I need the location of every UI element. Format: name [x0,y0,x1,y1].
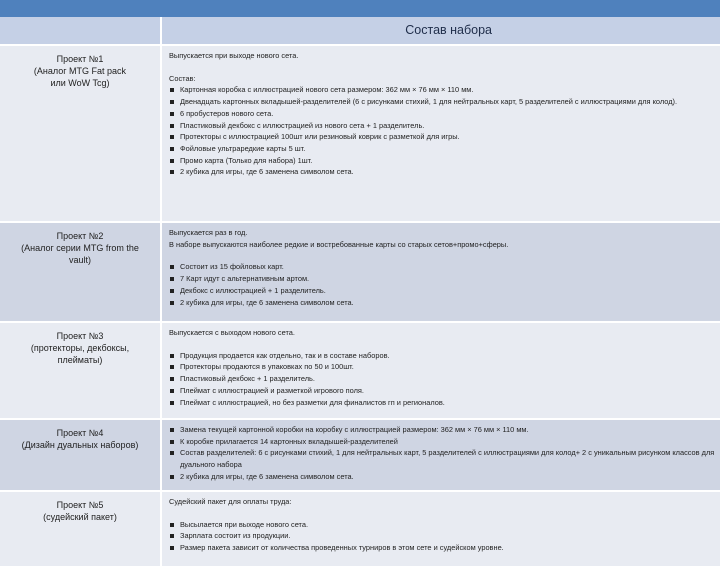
list-item: 7 Карт идут с альтернативным артом. [169,273,716,285]
description-cell [161,222,720,322]
table-row [0,45,720,222]
list-item: Размер пакета зависит от количества проведенных турниров в этом сете и судейском уровне. [169,542,716,554]
header-cell [161,17,720,45]
description-cell [161,491,720,567]
list-item: Протекторы продаются в упаковках по 50 и 100шт. [169,361,716,373]
list-item: Плеймат с иллюстрацией, но без разметки для финалистов гп и регионалов. [169,397,716,409]
project-name: Проект №3 (протекторы, декбоксы, плейматы) [30,331,130,365]
project-cell [0,222,161,322]
list-item: 2 кубика для игры, где 6 заменена символом сета. [169,471,716,483]
description-cell [161,322,720,419]
table-header-row [0,17,720,45]
intro-text: В наборе выпускаются наиболее редкие и востребованные карты со старых сетов+промо+сферы. [169,239,509,249]
list-item: Протекторы с иллюстрацией 100шт или резиновый коврик с разметкой для игры. [169,131,716,143]
kit-composition-table [0,17,720,568]
item-list [169,84,716,178]
list-item: Пластиковый декбокс + 1 разделитель. [169,373,716,385]
list-item: Состоит из 15 фойловых карт. [169,261,716,273]
list-item: Декбокс с иллюстрацией + 1 разделитель. [169,285,716,297]
header-empty-cell [0,17,161,45]
table-row [0,419,720,491]
project-name: Проект №2 (Аналог серии MTG from the vault) [21,231,139,265]
list-item: Фойловые ультраредкие карты 5 шт. [169,143,716,155]
item-list [169,424,716,483]
project-cell [0,45,161,222]
list-item: Плеймат с иллюстрацией и разметкой игрового поля. [169,385,716,397]
project-cell [0,322,161,419]
list-item: Промо карта (Только для набора) 1шт. [169,155,716,167]
top-bar [0,0,720,17]
table-row [0,322,720,419]
item-list [169,519,716,554]
project-name: Проект №4 (Дизайн дуальных наборов) [21,428,139,450]
list-item: 2 кубика для игры, где 6 заменена символом сета. [169,166,716,178]
project-name: Проект №5 (судейский пакет) [43,500,117,522]
project-cell [0,491,161,567]
intro-text: Судейский пакет для оплаты труда: [169,497,292,506]
list-item: Пластиковый декбокс с иллюстрацией из нового сета + 1 разделитель. [169,120,716,132]
description-cell [161,419,720,491]
list-item: Зарплата состоит из продукции. [169,530,716,542]
table-row [0,491,720,567]
list-item: Замена текущей картонной коробки на коробку с иллюстрацией размером: 362 мм × 76 мм × 110 мм. [169,424,716,436]
item-list [169,350,716,409]
intro-text: Выпускается раз в год. [169,228,248,237]
list-item: Картонная коробка с иллюстрацией нового сета размером: 362 мм × 76 мм × 110 мм. [169,84,716,96]
list-item: К коробке прилагается 14 картонных вкладышей-разделителей [169,436,716,448]
description-cell [161,45,720,222]
item-list [169,261,716,308]
intro-text: Выпускается с выходом нового сета. [169,328,295,337]
list-item: Двенадцать картонных вкладышей-разделителей (6 с рисунками стихий, 1 для нейтральных карт, 5 разделителей с иллюстрациями для колод). [169,96,716,108]
list-item: Состав разделителей: 6 с рисунками стихий, 1 для нейтральных карт, 5 разделителей с иллюстрациями для колод+ 2 с уникальным рисунком классов для дуального набора [169,447,716,470]
table-header-title: Состав набора [405,23,492,37]
project-name: Проект №1 (Аналог MTG Fat pack или WoW Tcg) [33,54,127,88]
intro-text: Выпускается при выходе нового сета. [169,51,299,60]
list-item: 2 кубика для игры, где 6 заменена символом сета. [169,297,716,309]
project-cell [0,419,161,491]
list-item: Высылается при выходе нового сета. [169,519,716,531]
lead-text: Состав: [169,73,196,83]
list-item: Продукция продается как отдельно, так и в составе наборов. [169,350,716,362]
table-row [0,222,720,322]
list-item: 6 пробустеров нового сета. [169,108,716,120]
